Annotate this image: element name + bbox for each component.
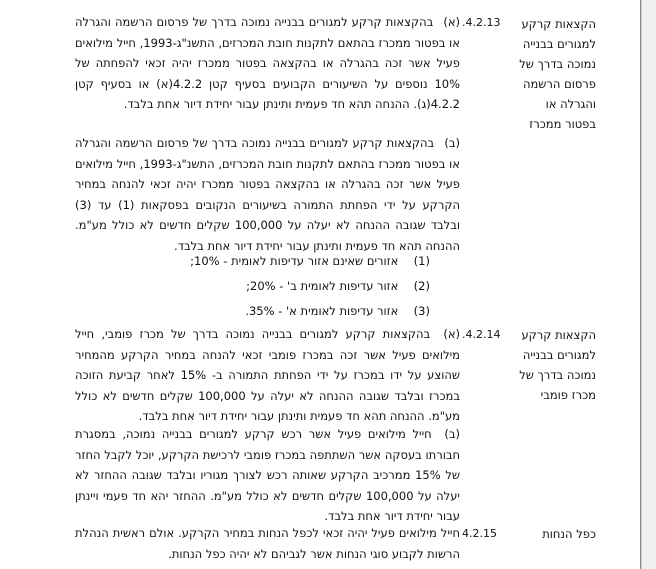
paragraph-mark: (א)	[443, 327, 460, 341]
list-item-number: (2)	[413, 279, 430, 293]
paragraph-mark: (ב)	[444, 427, 460, 441]
paragraph-text: חייל מילואים פעיל אשר רכש קרקע למגורים בבנייה נמוכה, במסגרת חבורתו בעסקה אשר השתתפה במכרז פומבי לרכישת הקרקע, יוכל לקבל החזר של 15% ממרכיב הקרקע שאותה רכש לצורך מגוריו ובלבד שגובה ההחזר לא יעלה על 100,000 שקלים חדשים לא כולל מע"מ. ההחזר יהא חד פעמי ויינתן עבור יחידת דיור אחת בלבד.	[75, 427, 461, 523]
side-label-4-2-14: הקצאות קרקע למגורים בבנייה נמוכה בדרך של מכרז פומבי	[519, 328, 596, 402]
section-number-4-2-14: .4.2.14	[462, 328, 501, 341]
list-item-number: (3)	[413, 304, 430, 318]
section-number-4-2-15: 4.2.15	[462, 527, 497, 540]
side-label-4-2-13: הקצאות קרקע למגורים בבנייה נמוכה בדרך של פרסום הרשמה והגרלה או בפטור ממכרז	[519, 17, 596, 131]
list-item-text: אזור עדיפות לאומית א' - 35%.	[245, 304, 399, 318]
paragraph-mark: (א)	[443, 15, 461, 29]
paragraph-4-2-15: חייל מילואים פעיל יהיה זכאי לכפל הנחות במחיר הקרקע. אולם ראשית הנהלת הרשות לקבוע סוגי הנחות אשר לגביהם לא יהיה כפל הנחות.	[75, 526, 460, 561]
list-item-number: (1)	[413, 254, 430, 268]
paragraph-text: בהקצאות קרקע למגורים בבנייה נמוכה בדרך של פרסום הרשמה והגרלה או בפטור ממכרז בהתאם לתקנות חובת המכרזים, התשנ"ג-1993, חייל מילואים פעיל אשר זכה בהגרלה או בהקצאה בפטור ממכרז יהיה זכאי להנחה במחיר הקרקע על ידי הפחתת התמורה בשיעורים הנקובים בפסקאות (1) עד (3) ובלבד שגובה ההנחה לא יעלה על 100,000 שקלים חדשים לא כולל מע"מ. ההנחה תהא חד פעמית ותינתן עבור יחידת דיור אחת בלבד.	[75, 136, 460, 253]
list-item-text: אזורים שאינם אזור עדיפות לאומית - 10%;	[190, 254, 399, 268]
viewer-margin	[642, 0, 656, 569]
paragraph-text: בהקצאות קרקע למגורים בבנייה נמוכה בדרך של מכרז פומבי, חייל מילואים פעיל אשר זכה במכרז פומבי זכאי להנחה במחיר הקרקע מהמחיר שהוצע על ידו במכרז על ידי הפחתת התמורה ב- 15% לאחר קביעת הזוכה במכרז ובלבד שגובה ההנחה לא יעלה על 100,000 שקלים חדשים לא כולל מע"מ. ההנחה תהא חד פעמית ותינתן עבור יחידת דיור אחת בלבד.	[75, 327, 460, 423]
list-item-3	[75, 302, 430, 320]
section-number-4-2-13: .4.2.13	[462, 16, 501, 29]
paragraph-text: בהקצאות קרקע למגורים בבנייה נמוכה בדרך של פרסום הרשמה והגרלה או בפטור ממכרז בהתאם לתקנות חובת המכרזים, התשנ"ג-1993, חייל מילואים פעיל אשר זכה בהגרלה או בהקצאה בפטור ממכרז יהיה זכאי להפחתה של 10% נוספים על השיעורים הקבועים בסעיף קטן 4.2.2(א) או בסעיף קטן 4.2.2(ג). ההנחה תהא חד פעמית ותינתן עבור יחידת דיור אחת בלבד.	[75, 15, 460, 111]
cut-off-previous-line	[70, 0, 570, 4]
list-item-1	[75, 252, 430, 270]
paragraph-4-2-14-a	[75, 324, 460, 427]
list-item-text: אזור עדיפות לאומית ב' - 20%;	[246, 279, 399, 293]
side-label-4-2-15: כפל הנחות	[542, 527, 596, 541]
paragraph-4-2-13-a	[75, 12, 460, 115]
paragraph-mark: (ב)	[444, 136, 461, 150]
paragraph-4-2-14-b	[75, 424, 460, 527]
paragraph-4-2-13-b	[75, 133, 460, 256]
list-item-2	[75, 277, 430, 295]
